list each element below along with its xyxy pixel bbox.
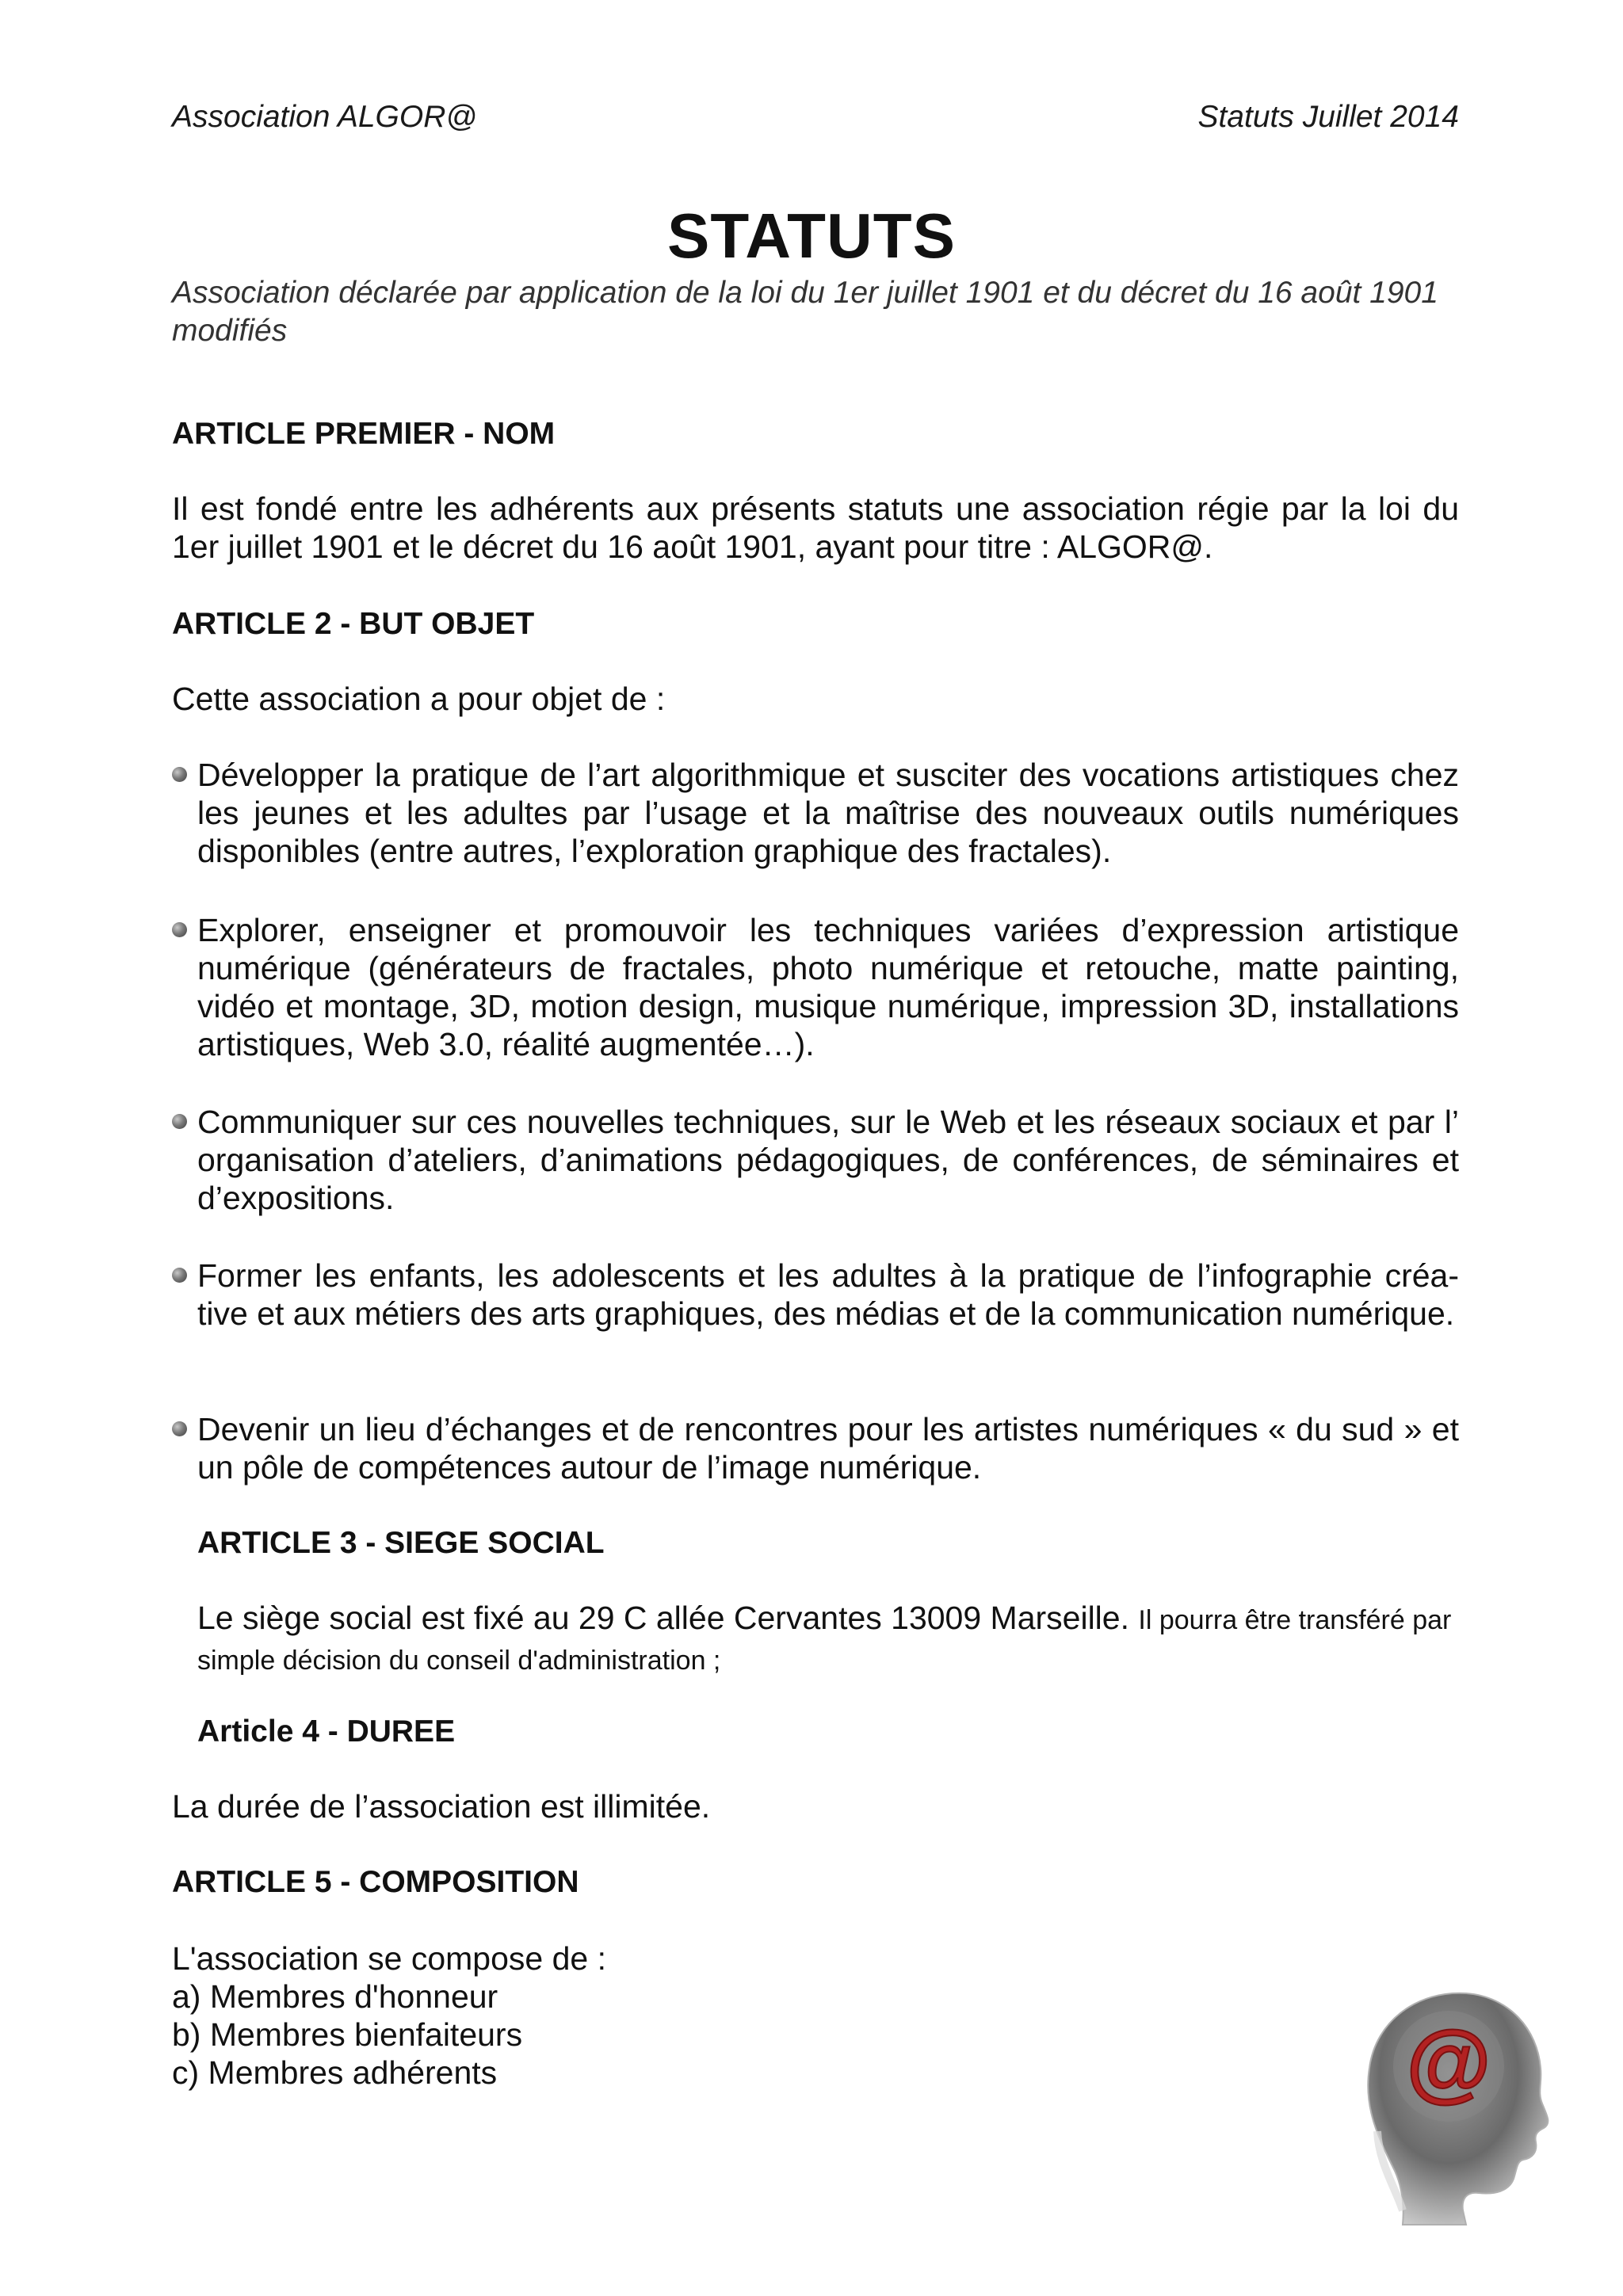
header-document-date: Statuts Juillet 2014 bbox=[1197, 100, 1459, 134]
list-item: a) Membres d'honneur bbox=[172, 1978, 498, 2015]
article-2-intro: Cette association a pour objet de : bbox=[172, 681, 666, 717]
article-2-bullet: Explorer, enseigner et promouvoir les techniques variées d’expression artistique numérique (générateurs de fractales, photo numérique et retouche, matte painting, vidéo et montage, 3D, motion design, musique numérique, impression 3D, installations artistiques, Web 3.0, réalité augmentée…). bbox=[197, 912, 1459, 1062]
page-subtitle: Association déclarée par application de la loi du 1er juillet 1901 et du décret du 16 août 1901 modifiés bbox=[172, 276, 1438, 348]
article-5-intro: L'association se compose de : bbox=[172, 1940, 606, 1977]
association-logo bbox=[1347, 1973, 1553, 2226]
article-1-text: Il est fondé entre les adhérents aux présents statuts une association régie par la loi du 1er juillet 1901 et le décret du 16 août 1901, ayant pour titre : ALGOR@. bbox=[172, 490, 1459, 565]
bullet-icon bbox=[172, 767, 187, 782]
article-2-bullet: Communiquer sur ces nouvelles techniques, sur le Web et les réseaux sociaux et par l’ organisation d’ateliers, d’animations pédagogiques, de conférences, de séminaires et d’expositions. bbox=[197, 1104, 1459, 1216]
bullet-icon bbox=[172, 1268, 187, 1283]
article-2-heading: ARTICLE 2 - BUT OBJET bbox=[172, 607, 535, 641]
article-1-heading: ARTICLE PREMIER - NOM bbox=[172, 417, 556, 451]
article-4-text: La durée de l’association est illimitée. bbox=[172, 1788, 711, 1825]
at-sign-icon: @ bbox=[1406, 2013, 1491, 2111]
header-association-name: Association ALGOR@ bbox=[172, 100, 477, 134]
article-2-bullet: Former les enfants, les adolescents et les adultes à la pratique de l’infographie créa-tive et aux métiers des arts graphiques, des médias et de la communication numérique. bbox=[197, 1257, 1459, 1332]
article-3-text-small: Il pourra être transféré par simple décision du conseil d'administration ; bbox=[197, 1605, 1452, 1676]
bullet-icon bbox=[172, 1421, 187, 1436]
article-4-heading: Article 4 - DUREE bbox=[197, 1714, 456, 1749]
article-2-bullet: Devenir un lieu d’échanges et de rencontres pour les artistes numériques « du sud » et un pôle de compétences autour de l’image numérique. bbox=[197, 1411, 1459, 1486]
article-5-heading: ARTICLE 5 - COMPOSITION bbox=[172, 1865, 579, 1899]
bullet-icon bbox=[172, 922, 187, 937]
page-title: STATUTS bbox=[667, 200, 956, 271]
list-item: b) Membres bienfaiteurs bbox=[172, 2016, 523, 2053]
bullet-icon bbox=[172, 1114, 187, 1129]
article-3-text bbox=[197, 1599, 1459, 1680]
article-3-heading: ARTICLE 3 - SIEGE SOCIAL bbox=[197, 1526, 605, 1560]
article-3-text-main: Le siège social est fixé au 29 C allée Cervantes 13009 Marseille. bbox=[197, 1600, 1129, 1636]
list-item: c) Membres adhérents bbox=[172, 2054, 498, 2091]
article-2-bullet: Développer la pratique de l’art algorithmique et susciter des vocations artistiques chez les jeunes et les adultes par l’usage et la maîtrise des nouveaux outils numériques disponibles (entre autres, l’exploration graphique des fractales). bbox=[197, 757, 1459, 869]
